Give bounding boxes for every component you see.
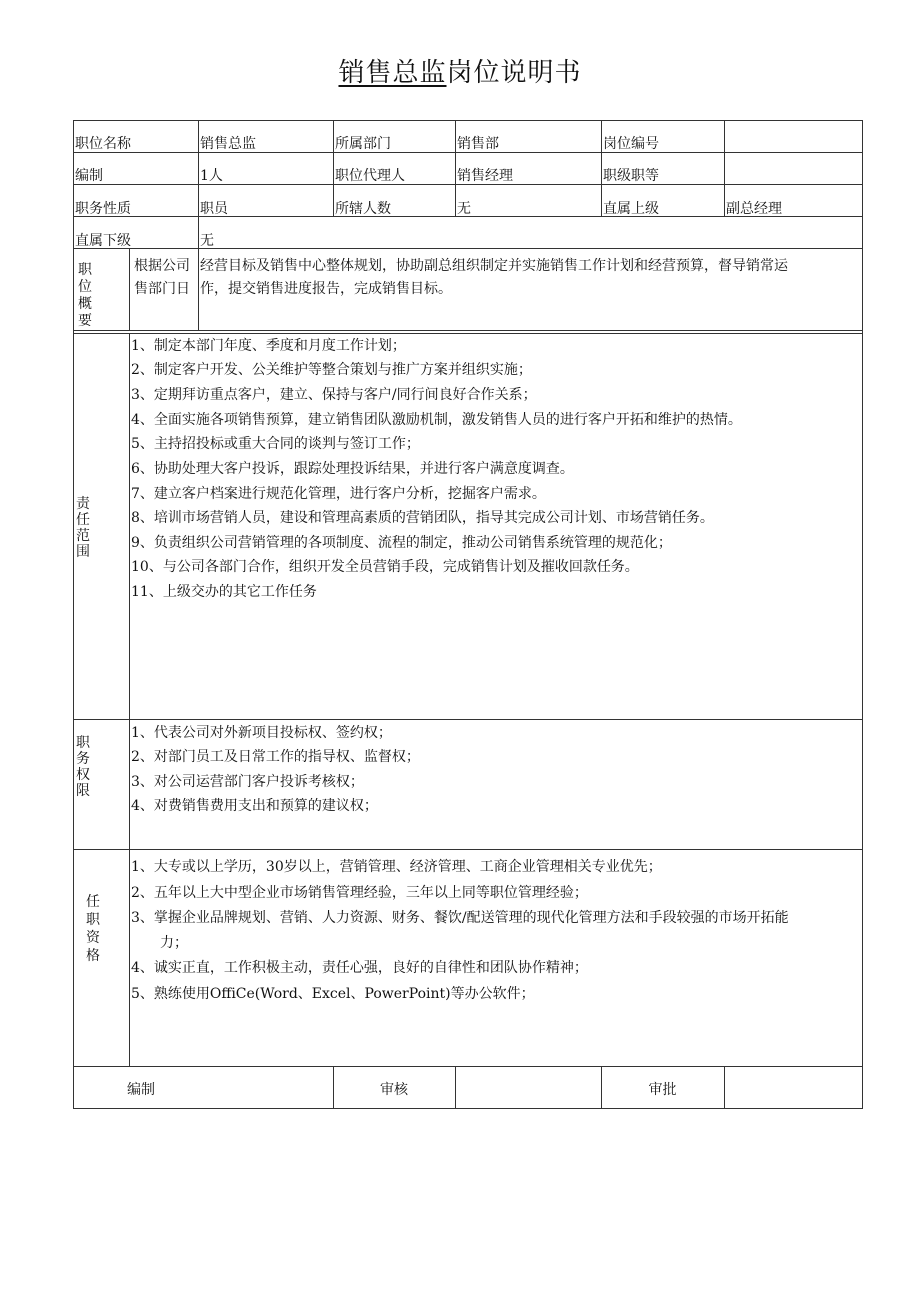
footer-review-label: 审核: [380, 1082, 408, 1098]
summary-text-l2a: 售部门日: [134, 281, 190, 297]
footer-approve-label: 审批: [648, 1082, 677, 1098]
qualification-item: 1、大专或以上学历，30岁以上，营销管理、经济管理、工商企业管理相关专业优先；: [131, 859, 662, 875]
authority-label: 职务权限: [76, 735, 90, 799]
qualifications-label: 任职资格: [86, 894, 100, 964]
footer-compile-label: 编制: [127, 1082, 155, 1098]
label-job-nature: 职务性质: [75, 201, 131, 217]
scope-label: 责任范围: [76, 496, 90, 560]
scope-item: 2、制定客户开发、公关维护等整合策划与推广方案并组织实施；: [131, 362, 532, 378]
value-department: 销售部: [457, 136, 499, 152]
label-direct-subordinate: 直属下级: [75, 233, 131, 249]
value-direct-subordinate: 无: [200, 233, 214, 249]
qualification-item: 3、掌握企业品牌规划、营销、人力资源、财务、餐饮/配送管理的现代化管理方法和手段较强的市场开拓能: [131, 910, 789, 926]
value-deputy: 销售经理: [457, 168, 513, 184]
title-underlined: 销售总监: [338, 58, 447, 88]
scope-item: 3、定期拜访重点客户，建立、保持与客户/同行间良好合作关系；: [131, 387, 537, 403]
scope-item: 11、上级交办的其它工作任务: [131, 584, 317, 600]
label-direct-superior: 直属上级: [603, 201, 659, 217]
value-job-nature: 职员: [200, 201, 228, 217]
label-grade: 职级职等: [603, 168, 659, 184]
authority-item: 1、代表公司对外新项目投标权、签约权；: [131, 725, 392, 741]
label-deputy: 职位代理人: [335, 168, 405, 184]
summary-label: 职位概要: [78, 262, 92, 329]
qualification-item: 2、五年以上大中型企业市场销售管理经验，三年以上同等职位管理经验；: [131, 885, 588, 901]
authority-item: 4、对费销售费用支出和预算的建议权；: [131, 798, 378, 814]
title-rest: 岗位说明书: [446, 58, 582, 88]
label-position-code: 岗位编号: [603, 136, 659, 152]
qualification-item: 5、熟练使用OffiCe(Word、Excel、PowerPoint)等办公软件；: [131, 986, 535, 1002]
qualification-item: 4、诚实正直，工作积极主动，责任心强，良好的自律性和团队协作精神；: [131, 960, 588, 976]
summary-text-l2b: 作，提交销售进度报告，完成销售目标。: [200, 281, 452, 297]
scope-item: 8、培训市场营销人员，建设和管理高素质的营销团队，指导其完成公司计划、市场营销任务。: [131, 510, 714, 526]
label-headcount: 编制: [75, 168, 103, 184]
summary-text-l1b: 经营目标及销售中心整体规划，协助副总组织制定并实施销售工作计划和经营预算，督导销常运: [200, 258, 788, 274]
scope-item: 1、制定本部门年度、季度和月度工作计划；: [131, 338, 406, 354]
scope-item: 5、主持招投标或重大合同的谈判与签订工作；: [131, 436, 420, 452]
scope-item: 10、与公司各部门合作，组织开发全员营销手段，完成销售计划及摧收回款任务。: [131, 559, 639, 575]
summary-text-l1a: 根据公司: [134, 258, 190, 274]
value-direct-superior: 副总经理: [726, 201, 782, 217]
qualification-item-continued: 力；: [160, 935, 188, 951]
value-subordinate-count: 无: [457, 201, 471, 217]
page-title: [0, 52, 920, 89]
authority-item: 2、对部门员工及日常工作的指导权、监督权；: [131, 749, 420, 765]
scope-item: 4、全面实施各项销售预算，建立销售团队激励机制，激发销售人员的进行客户开拓和维护的热情。: [131, 412, 742, 428]
scope-item: 9、负责组织公司营销管理的各项制度、流程的制定，推动公司销售系统管理的规范化；: [131, 535, 672, 551]
value-position-name: 销售总监: [200, 136, 256, 152]
authority-item: 3、对公司运营部门客户投诉考核权；: [131, 774, 364, 790]
value-headcount: 1人: [200, 168, 223, 184]
scope-item: 6、协助处理大客户投诉，跟踪处理投诉结果，并进行客户满意度调查。: [131, 461, 574, 477]
scope-item: 7、建立客户档案进行规范化管理，进行客户分析，挖掘客户需求。: [131, 486, 546, 502]
label-position-name: 职位名称: [75, 136, 131, 152]
label-department: 所属部门: [335, 136, 391, 152]
label-subordinate-count: 所辖人数: [335, 201, 391, 217]
